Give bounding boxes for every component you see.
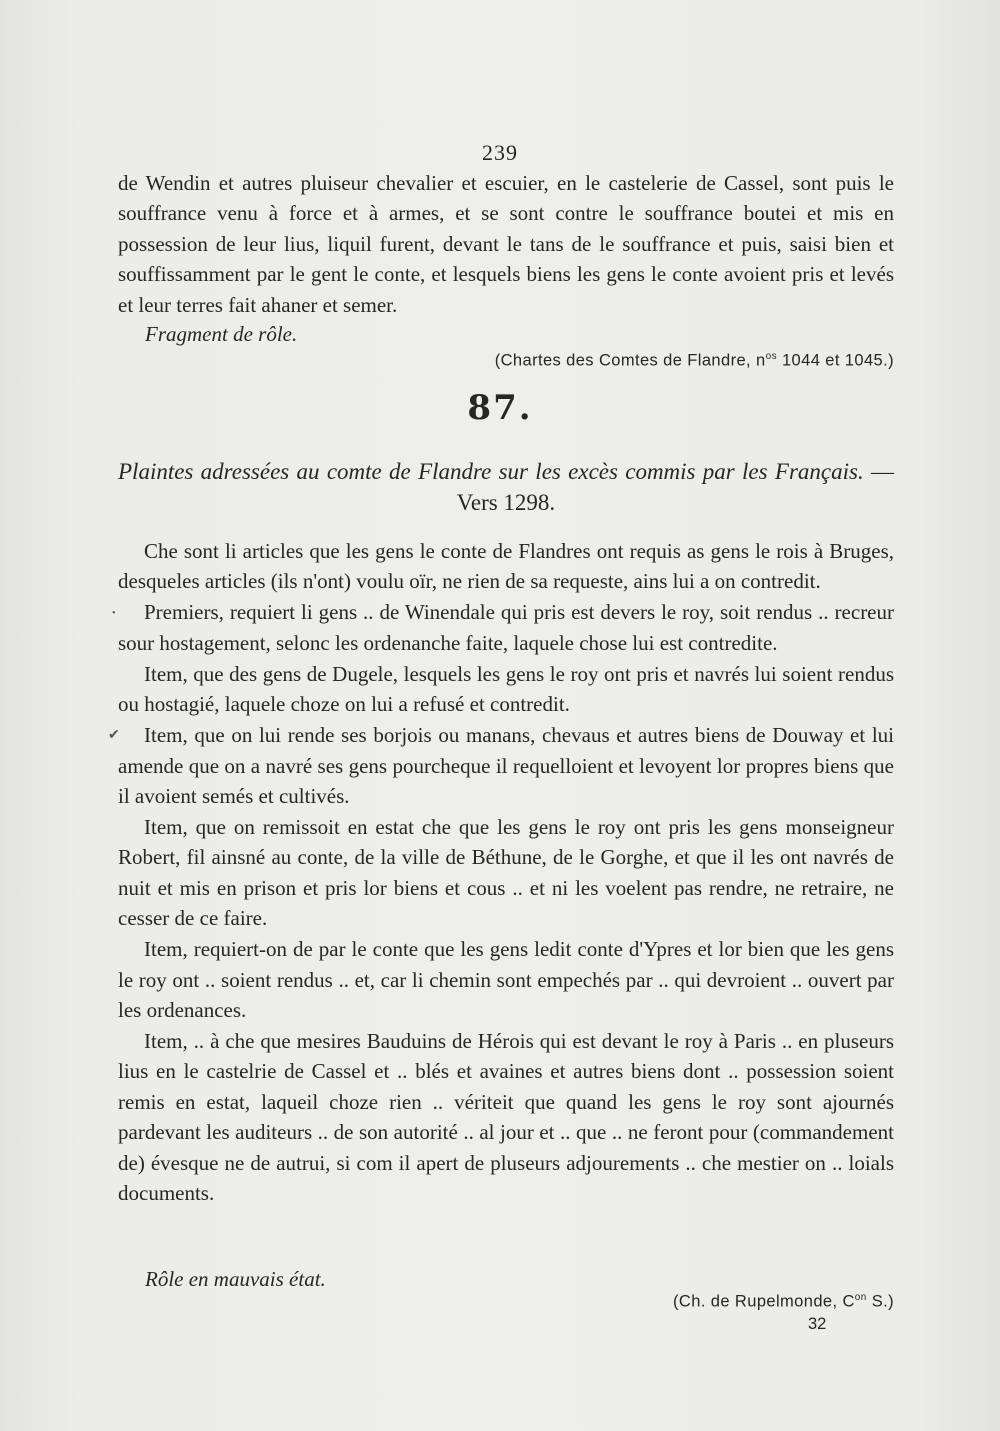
source-citation-1-prefix: (Chartes des Comtes de Flandre, n xyxy=(494,351,766,370)
paragraph: Item, que on remissoit en estat che que les gens le roy ont pris les gens monseigneur Robert, fil ainsné au conte, de la ville de Béthune, de le Gorghe, et que il les ont navrés de nuit et mis en prison et pris lor biens et cous .. et ni les voelent pas rendre, ne retraire, ne cesser de ce faire. xyxy=(118,815,894,931)
paragraph: Item, que on lui rende ses borjois ou manans, chevaus et autres biens de Douway et lui amende que on a navré ses gens pourcheque il requelloient et levoyent lor propres biens que il avoient semés et cultivés. xyxy=(118,723,894,809)
paragraph: Item, requiert-on de par le conte que les gens ledit conte d'Ypres et lor bien que les gens le roy ont .. soient rendus .. et, car li chemin sont empechés par .. qui devroient .. ouvert par les ordenances. xyxy=(118,937,894,1023)
document-number: 87. xyxy=(467,388,533,428)
signature-mark: 32 xyxy=(808,1315,827,1333)
body-text xyxy=(118,536,894,1209)
document-title-italic: Plaintes adressées au comte de Flandre sur les excès commis par les Français. xyxy=(118,459,864,484)
source-citation-2-suffix: S.) xyxy=(866,1292,894,1311)
source-citation-2-prefix: (Ch. de Rupelmonde, C xyxy=(673,1292,855,1311)
source-citation-1-sup: os xyxy=(765,351,777,362)
document-title-date: — Vers 1298. xyxy=(456,459,894,515)
page-number: 239 xyxy=(482,140,518,165)
document-title xyxy=(118,456,894,518)
margin-tick-mark: ✔ xyxy=(108,728,120,743)
source-citation-2-sup: on xyxy=(854,1292,867,1303)
source-citation-2 xyxy=(673,1292,894,1312)
fragment-note: Fragment de rôle. xyxy=(145,322,298,346)
paragraph: Item, que des gens de Dugele, lesquels les gens le roy ont pris et navrés lui soient rendus ou hostagié, laquele choze on lui a refusé et contredit. xyxy=(118,661,894,717)
paragraph: Premiers, requiert li gens .. de Winendale qui pris est devers le roy, soit rendus .. recreur sour hostagement, selonc les ordenanche faite, laquele chose lui est contredite. xyxy=(118,600,894,655)
margin-dot-mark: • xyxy=(112,608,116,619)
continuation-paragraph: de Wendin et autres pluiseur chevalier et escuier, en le castelerie de Cassel, sont puis le souffrance venu à force et à armes, et se sont contre le souffrance boutei et mis en possession de leur lius, liquil furent, devant le tans de le souffrance et puis, saisi bien et souffissamment par le gent le conte, et lesquels biens les gens le conte avoient pris et levés et leur terres fait ahaner et semer. xyxy=(118,171,894,317)
role-note: Rôle en mauvais état. xyxy=(145,1267,326,1291)
paragraph: Item, .. à che que mesires Bauduins de Hérois qui est devant le roy à Paris .. en pluseurs lius en le castelrie de Cassel et .. blés et avaines et autres biens dont .. possession soient remis en estat, laqueil choze rien .. vériteit que quand les gens le roy sont ajournés pardevant les auditeurs .. de son autorité .. al jour et .. que .. ne feront pour (commandement de) évesque ne de autrui, si com il apert de pluseurs adjourements .. che mestier on .. loials documents. xyxy=(118,1029,894,1206)
source-citation-1 xyxy=(495,351,894,371)
paragraph: Che sont li articles que les gens le conte de Flandres ont requis as gens le rois à Bruges, desqueles articles (ils n'ont) voulu oïr, ne rien de sa requeste, ains lui a on contredit. xyxy=(118,539,894,594)
source-citation-1-suffix: 1044 et 1045.) xyxy=(776,351,894,370)
